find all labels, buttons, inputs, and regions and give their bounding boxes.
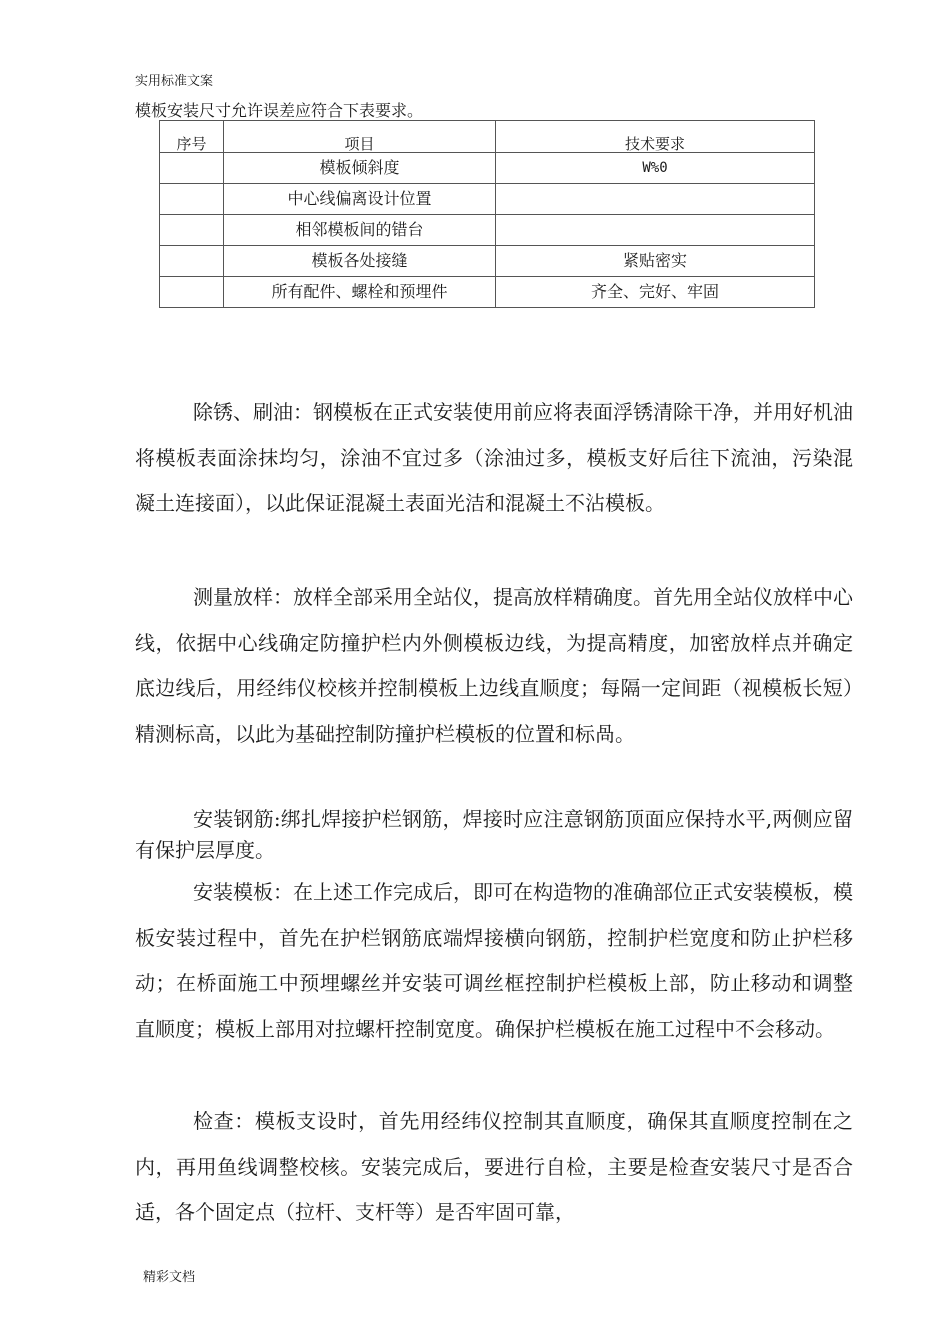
cell-no: [160, 277, 224, 308]
paragraph-rebar-install: 安装钢筋:绑扎焊接护栏钢筋，焊接时应注意钢筋顶面应保持水平,两侧应留有保护层厚度。: [135, 807, 853, 862]
cell-requirement: W%0: [496, 153, 815, 184]
cell-no: [160, 215, 224, 246]
cell-item: 中心线偏离设计位置: [224, 184, 496, 215]
table-row: [160, 246, 815, 277]
header-requirement: 技术要求: [496, 121, 815, 153]
table-row: [160, 184, 815, 215]
cell-item: 模板倾斜度: [224, 153, 496, 184]
cell-item: 所有配件、螺栓和预埋件: [224, 277, 496, 308]
cell-no: [160, 153, 224, 184]
tolerance-table: [159, 120, 815, 308]
table-row: [160, 277, 815, 308]
cell-requirement: 齐全、完好、牢固: [496, 277, 815, 308]
table-intro-text: 模板安装尺寸允许误差应符合下表要求。: [135, 101, 424, 120]
cell-requirement: [496, 184, 815, 215]
header-item: 项目: [224, 121, 496, 153]
paragraph-formwork-install: 安装模板：在上述工作完成后，即可在构造物的准确部位正式安装模板，模板安装过程中，首先在护栏钢筋底端焊接横向钢筋，控制护栏宽度和防止护栏移动；在桥面施工中预埋螺丝并安装可调丝框控制护栏模板上部，防止移动和调整直顺度；模板上部用对拉螺杆控制宽度。确保护栏模板在施工过程中不会移动。: [135, 880, 853, 1041]
cell-item: 相邻模板间的错台: [224, 215, 496, 246]
table-row: [160, 153, 815, 184]
cell-requirement: 紧贴密实: [496, 246, 815, 277]
cell-item: 模板各处接缝: [224, 246, 496, 277]
header-no: 序号: [160, 121, 224, 153]
paragraph-inspection: 检查：模板支设时，首先用经纬仪控制其直顺度，确保其直顺度控制在之内，再用鱼线调整校核。安装完成后，要进行自检，主要是检查安装尺寸是否合适，各个固定点（拉杆、支杆等）是否牢固可靠，: [135, 1109, 853, 1224]
table-row: [160, 215, 815, 246]
table-header-row: [160, 121, 815, 153]
cell-no: [160, 246, 224, 277]
page-header-label: 实用标准文案: [135, 74, 214, 89]
paragraph-rust-removal: 除锈、刷油：钢模板在正式安装使用前应将表面浮锈清除干净，并用好机油将模板表面涂抹均匀，涂油不宜过多（涂油过多，模板支好后往下流油，污染混凝土连接面），以此保证混凝土表面光洁和混凝土不沾模板。: [135, 400, 853, 515]
paragraph-survey-layout: 测量放样：放样全部采用全站仪，提高放样精确度。首先用全站仪放样中心线，依据中心线确定防撞护栏内外侧模板边线，为提高精度，加密放样点并确定底边线后，用经纬仪校核并控制模板上边线直顺度；每隔一定间距（视模板长短）精测标高，以此为基础控制防撞护栏模板的位置和标咼。: [135, 585, 853, 746]
cell-no: [160, 184, 224, 215]
page-footer-label: 精彩文档: [143, 1270, 196, 1285]
cell-requirement: [496, 215, 815, 246]
